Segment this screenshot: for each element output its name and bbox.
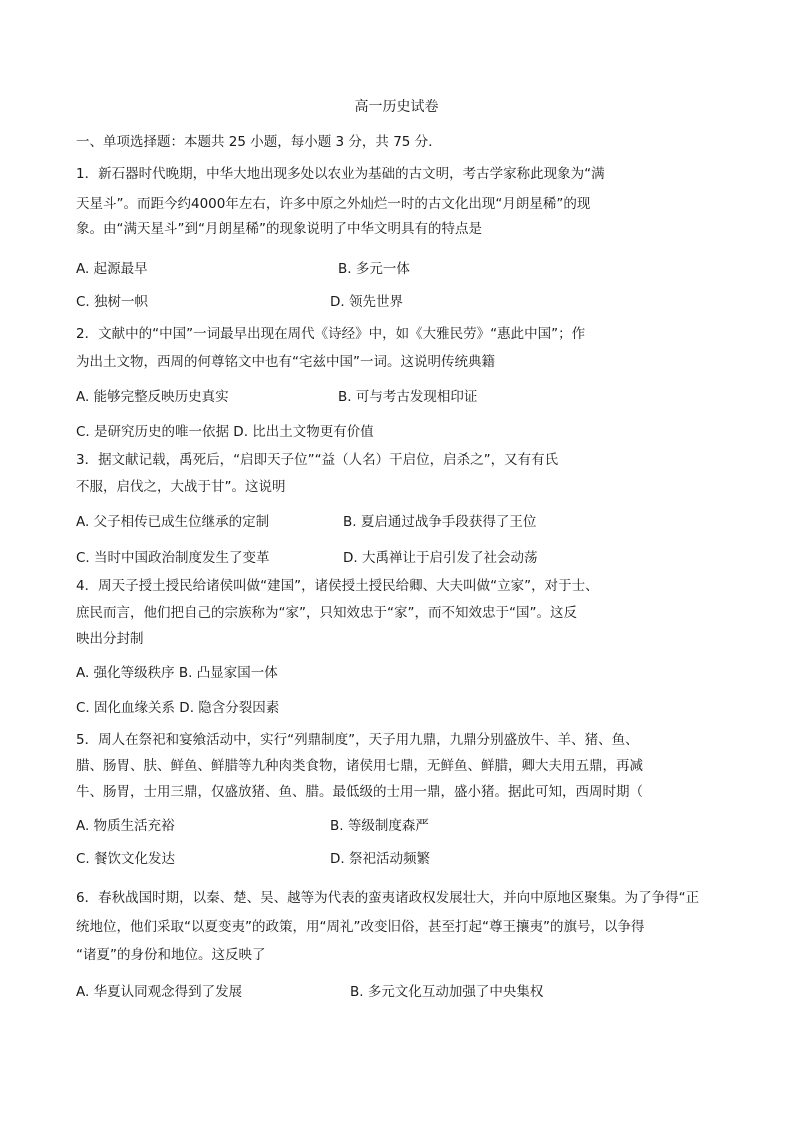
q1-stem-line-3: 象。由“满天星斗”到“月朗星稀”的现象说明了中华文明具有的特点是: [76, 221, 482, 237]
q5-option-d: D. 祭祀活动频繁: [330, 851, 430, 867]
q4-stem-line-1: 4．周天子授土授民给诸侯叫做“建国”，诸侯授土授民给卿、大夫叫做“立家”，对于士、: [76, 578, 599, 594]
q4-stem-line-3: 映出分封制: [76, 631, 144, 647]
q6-option-a: A. 华夏认同观念得到了发展: [76, 984, 243, 1000]
q4-stem-line-2: 庶民而言，他们把自己的宗族称为“家”，只知效忠于“家”，而不知效忠于“国”。这反: [76, 605, 577, 621]
page-title: 高一历史试卷: [354, 99, 439, 115]
q5-stem-line-3: 牛、肠胃，士用三鼎，仅盛放猪、鱼、腊。最低级的士用一鼎，盛小猪。据此可知，西周时期（: [76, 784, 643, 800]
q1-stem-line-1: 1．新石器时代晚期，中华大地出现多处以农业为基础的古文明，考古学家称此现象为“满: [76, 166, 605, 182]
q5-option-a: A. 物质生活充裕: [76, 818, 175, 834]
q6-stem-line-2: 统地位，他们采取“以夏变夷”的政策，用“周礼”改变旧俗，甚至打起“尊王攘夷”的旗号，以争得: [76, 919, 645, 935]
q2-stem-line-2: 为出土文物，西周的何尊铭文中也有“宅兹中国”一词。这说明传统典籍: [76, 354, 495, 370]
q3-option-d: D. 大禹禅让于启引发了社会动荡: [343, 550, 538, 566]
q5-option-c: C. 餐饮文化发达: [76, 851, 176, 867]
q3-stem-line-2: 不服，启伐之，大战于甘”。这说明: [76, 479, 286, 495]
q6-option-b: B. 多元文化互动加强了中央集权: [350, 984, 544, 1000]
q6-stem-line-3: “诸夏”的身份和地位。这反映了: [76, 947, 266, 963]
q4-options-cd: C. 固化血缘关系 D. 隐含分裂因素: [76, 700, 280, 716]
q1-option-d: D. 领先世界: [330, 294, 403, 310]
q5-stem-line-2: 腊、肠胃、肤、鲜鱼、鲜腊等九种肉类食物，诸侯用七鼎，无鲜鱼、鲜腊，卿大夫用五鼎，再减: [76, 758, 643, 774]
q4-options-ab: A. 强化等级秩序 B. 凸显家国一体: [76, 665, 278, 681]
q2-option-b: B. 可与考古发现相印证: [338, 389, 478, 405]
q3-option-c: C. 当时中国政治制度发生了变革: [76, 550, 270, 566]
q1-option-b: B. 多元一体: [338, 261, 410, 277]
q5-stem-line-1: 5．周人在祭祀和宴飨活动中，实行“列鼎制度”，天子用九鼎，九鼎分别盛放牛、羊、猪、鱼、: [76, 732, 639, 748]
q2-stem-line-1: 2．文献中的“中国”一词最早出现在周代《诗经》中，如《大雅民劳》“惠此中国”；作: [76, 326, 586, 342]
q3-stem-line-1: 3．据文献记载，禹死后，“启即天子位”“益（人名）干启位，启杀之”，又有有氏: [76, 452, 559, 468]
q5-option-b: B. 等级制度森严: [330, 818, 429, 834]
q3-option-a: A. 父子相传已成生位继承的定制: [76, 514, 270, 530]
q1-stem-line-2: 天星斗”。而距今约4000年左右，许多中原之外灿烂一时的古文化出现“月朗星稀”的现: [76, 196, 591, 212]
q6-stem-line-1: 6．春秋战国时期，以秦、楚、吴、越等为代表的蛮夷诸政权发展壮大，并向中原地区聚集。为了争得“正: [76, 890, 700, 906]
q2-option-a: A. 能够完整反映历史真实: [76, 389, 229, 405]
q3-option-b: B. 夏启通过战争手段获得了王位: [343, 514, 537, 530]
q1-option-a: A. 起源最早: [76, 261, 148, 277]
section-heading: 一、单项选择题：本题共 25 小题，每小题 3 分，共 75 分．: [76, 134, 442, 150]
q1-option-c: C. 独树一帜: [76, 294, 149, 310]
q2-options-cd: C. 是研究历史的唯一依据 D. 比出土文物更有价值: [76, 424, 374, 440]
